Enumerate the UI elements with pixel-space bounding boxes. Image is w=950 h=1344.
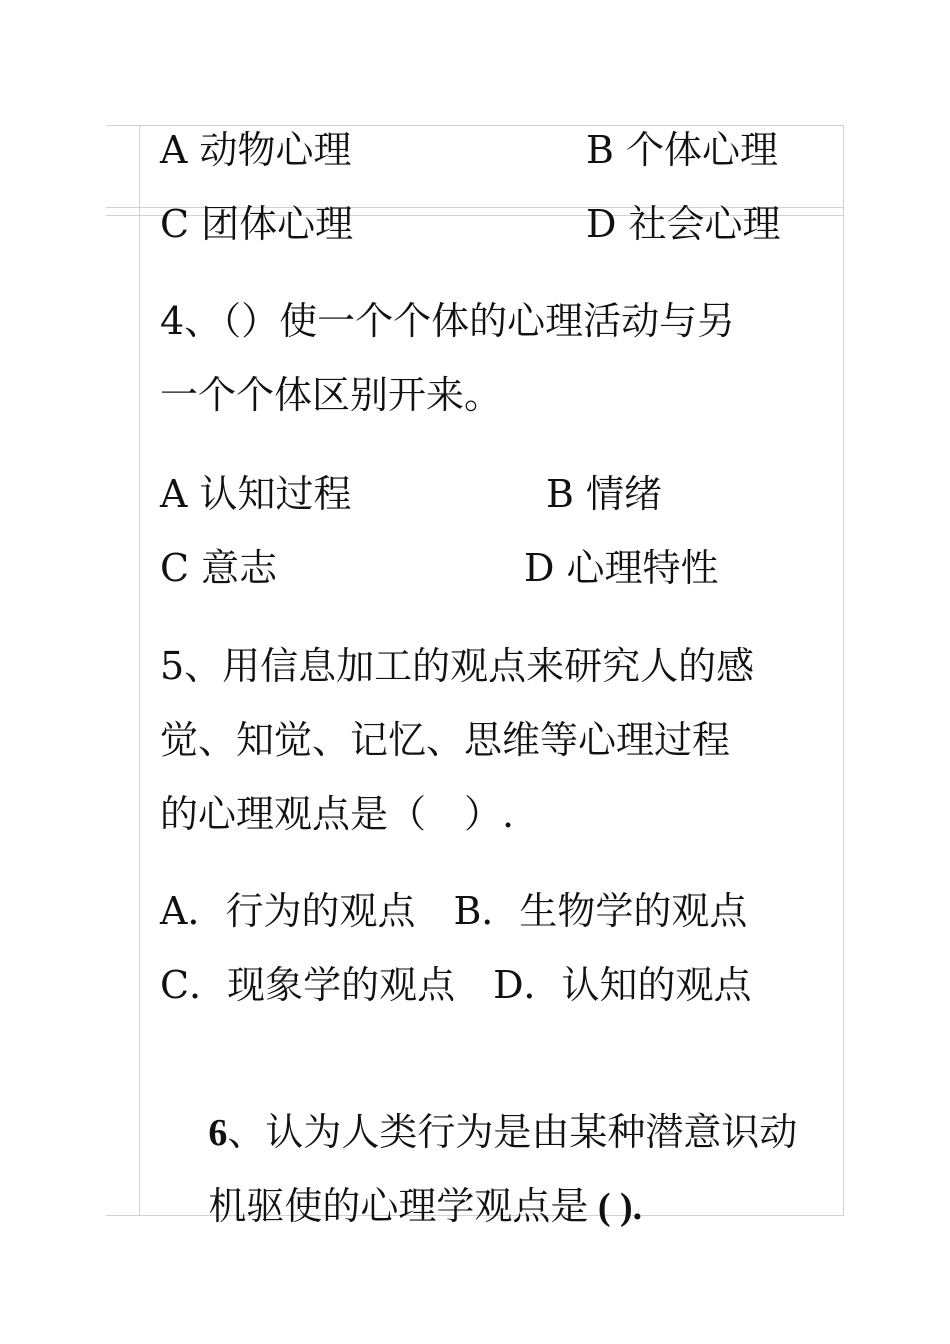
- q6-stem-line-1-text: 、认为人类行为是由某种潜意识动: [227, 1110, 798, 1154]
- q4-option-a: A 认知过程: [160, 472, 352, 516]
- q3-option-d: D 社会心理: [586, 202, 781, 246]
- q3-option-a: A 动物心理: [160, 128, 352, 172]
- right-margin-rule: [843, 125, 844, 1216]
- q5-options-ab: A．行为的观点 B．生物学的观点: [160, 889, 748, 933]
- q3-option-c: C 团体心理: [160, 202, 354, 246]
- q4-stem-line-1: 4、（）使一个个体的心理活动与另: [160, 299, 736, 343]
- q4-option-d: D 心理特性: [524, 546, 719, 590]
- q4-option-c: C 意志: [160, 546, 278, 590]
- q5-options-cd: C．现象学的观点 D．认知的观点: [160, 963, 752, 1007]
- q4-stem-line-2: 一个个体区别开来。: [160, 373, 503, 417]
- left-margin-rule: [139, 125, 140, 1216]
- q5-stem-line-2: 觉、知觉、记忆、思维等心理过程: [160, 718, 731, 762]
- q3-option-b: B 个体心理: [586, 128, 779, 172]
- q5-stem-line-3: 的心理观点是（ ）.: [160, 792, 515, 836]
- q6-answer-blank: ( ).: [588, 1186, 643, 1228]
- q6-number: 6: [208, 1112, 228, 1154]
- q5-stem-line-1: 5、用信息加工的观点来研究人的感: [160, 644, 755, 688]
- q4-option-b: B 情绪: [546, 472, 663, 516]
- q6-stem-line-2-text: 机驱使的心理学观点是: [208, 1184, 589, 1228]
- q6-stem-line-2: [160, 1134, 642, 1279]
